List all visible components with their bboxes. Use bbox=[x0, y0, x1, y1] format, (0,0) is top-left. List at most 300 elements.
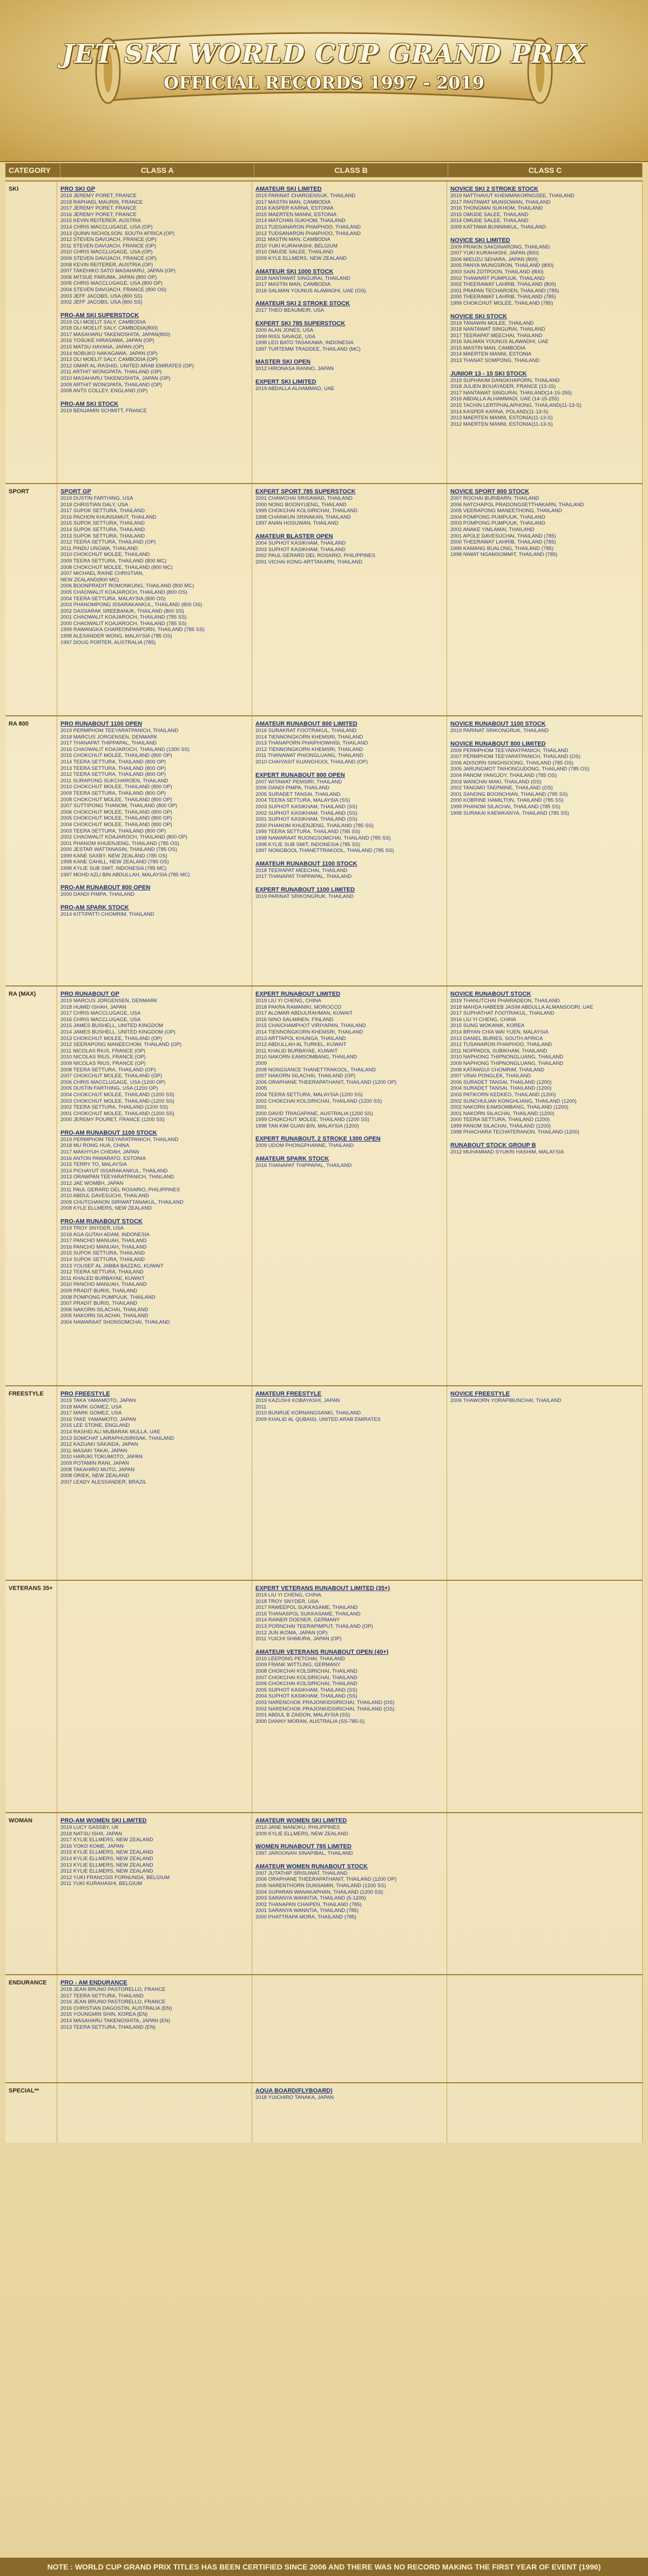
record-entry: 2009 NICOLAS RIUS, FRANCE (OP) bbox=[60, 1060, 146, 1066]
record-group-title: PRO-AM RUNABOUT 800 OPEN bbox=[60, 884, 151, 891]
record-entry: 2004 TEERA SETTURA, MALAYSIA (800 OS) bbox=[60, 595, 166, 602]
column-header-class-c: CLASS C bbox=[448, 163, 643, 177]
record-group-title: EXPERT SKI 785 SUPERSTOCK bbox=[255, 320, 346, 327]
class-cell bbox=[447, 987, 643, 1385]
record-group bbox=[60, 1130, 248, 1212]
class-cell bbox=[252, 1581, 447, 1812]
record-group bbox=[60, 884, 248, 898]
record-group bbox=[60, 186, 248, 306]
record-group bbox=[255, 1156, 443, 1169]
record-entry: 2019 ABDALLA ALHAMMAD, UAE bbox=[255, 385, 335, 392]
record-entry: 2015 TERRY TO, MALAYSIA bbox=[60, 1162, 127, 1168]
record-entry: 2013 QUINN NICHOLSON, SOUTH AFRICA (OP) bbox=[60, 230, 175, 237]
record-group bbox=[60, 1980, 248, 2030]
record-entry: 2005 SURADET TANSAI, THAILAND bbox=[255, 791, 341, 797]
record-entry: 2014 KYLIE ELLMERS, NEW ZEALAND bbox=[60, 1855, 153, 1862]
record-entry: 2002 ANAKE YIMLAMAI, THAILAND bbox=[450, 526, 535, 533]
record-group bbox=[255, 2088, 443, 2101]
category-label: WOMAN bbox=[5, 1813, 57, 1974]
record-entry: 2000 JESTAR WATTANASIN, THAILAND (785 OS) bbox=[60, 847, 177, 853]
record-entry: 2014 PICHAYUT ISSARAKANKUL, THAILAND bbox=[60, 1168, 168, 1174]
record-entry: 2005 CHAOWALIT KOAJAROCH, THAILAND (800 OS) bbox=[60, 589, 187, 595]
record-entry: 2015 SUNG WOKANIK, KOREA bbox=[450, 1023, 525, 1029]
record-group-title: EXPERT RUNABOUT 800 OPEN bbox=[255, 772, 345, 779]
record-group bbox=[255, 1391, 443, 1423]
record-entry: 2014 TEERA SETTURA, THAILAND (800 OP) bbox=[60, 759, 166, 765]
record-group-title: AMATEUR WOMEN RUNABOUT STOCK bbox=[255, 1863, 368, 1870]
record-entry: 2003 WANCHAI MAKI, THAILAND (OS) bbox=[450, 779, 542, 785]
record-entry: 2016 YOSUKE HIRASAWA, JAPAN (OP) bbox=[60, 338, 154, 344]
record-group bbox=[255, 533, 443, 565]
record-entry: 2018 HUMID ISHAH, JAPAN bbox=[60, 1004, 126, 1010]
class-cell bbox=[57, 987, 252, 1385]
record-entry: 2007 WITAWAT PEMSIRI, THAILAND bbox=[255, 779, 342, 785]
record-entry: 1997 NONGBOOL THANETTRAKOOL, THAILAND (785 SS) bbox=[255, 848, 394, 854]
record-group-title: PRO SKI GP bbox=[60, 186, 96, 192]
record-entry: 2014 KASPER KARNA, POLAND(11-13-S) bbox=[450, 408, 549, 415]
record-entry: 2010 BUNRUE KORNANGSANKI, THAILAND bbox=[255, 1410, 361, 1417]
category-label: SPECIAL** bbox=[5, 2083, 57, 2143]
record-group-title: PRO-AM RUNABOUT 1100 STOCK bbox=[60, 1129, 157, 1136]
record-entry: 2004 POMPONG PUMPUUK, THAILAND bbox=[450, 514, 545, 520]
record-entry: 2019 PARINAT SRIKONGRUK, THAILAND bbox=[450, 728, 549, 734]
record-group bbox=[255, 269, 443, 294]
record-group bbox=[255, 861, 443, 880]
record-entry: 2017 PAWEEPOL SUKKASAME, THAILAND bbox=[255, 1605, 358, 1611]
record-entry: 2019 BENJAMIN SCHMITT, FRANCE bbox=[60, 407, 147, 414]
record-entry: 2002 PAUL GERARD DEL ROSARIO, PHILIPPINES bbox=[255, 553, 375, 559]
record-group bbox=[450, 313, 639, 364]
category-row bbox=[5, 1580, 643, 1812]
record-entry: 2004 NAWARAAT SHONSOMCHAI, THAILAND bbox=[60, 1319, 170, 1325]
category-label: VETERANS 35+ bbox=[5, 1581, 57, 1812]
record-group bbox=[255, 186, 443, 262]
record-entry: 2009 FRANK WITTLING, GERMANY bbox=[255, 1662, 341, 1668]
record-entry: 2002 NARENCHOK PRAJONKIDSIRICHAI, THAILAND (OS) bbox=[255, 1706, 395, 1712]
record-entry: 2014 TIENNONGKORN KHEMSRI, THAILAND bbox=[255, 1029, 363, 1035]
category-row bbox=[5, 2082, 643, 2143]
category-row bbox=[5, 1974, 643, 2082]
record-entry: 2002 THEERAWAT LAHRIB, THAILAND (800) bbox=[450, 281, 556, 288]
record-entry: 2015 OMUDE SALEE, THAILAND bbox=[450, 211, 529, 218]
record-group bbox=[60, 904, 248, 918]
class-cell bbox=[252, 716, 447, 985]
record-entry: 2012 STEVEN DAVIJACH, FRANCE (OP) bbox=[60, 237, 157, 243]
record-entry: 2014 KITTIPATTI CHOMRIM, THAILAND bbox=[60, 911, 154, 917]
record-entry: 2012 TIENNONGKORN KHEMSRI, THAILAND bbox=[255, 746, 363, 753]
record-group bbox=[60, 312, 248, 394]
record-entry: 2016 CHRIS MACCLUGAGE, USA bbox=[60, 1016, 141, 1023]
record-entry: 2009 KHALID AL QUBAISI, UNITED ARAB EMIRATES bbox=[255, 1416, 381, 1423]
record-entry: 2016 SALMAN YOUNUS ALAWADHI, UAE (OS) bbox=[255, 287, 366, 294]
record-entry: 2011 ARTHIT WONGPATA, THAILAND (OP) bbox=[60, 369, 162, 375]
record-entry: 2011 PAUL GERARD DEL ROSARIO, PHILIPPINES bbox=[60, 1186, 180, 1193]
record-entry: 2008 TAKAHIRO MUTO, JAPAN bbox=[60, 1466, 135, 1473]
record-entry: 2013 OLI MOELIT SALY, CAMBODIA (OP) bbox=[60, 357, 158, 363]
record-entry: 2000 CHAOWALIT KOAJAROCH, THAILAND (785 SS) bbox=[60, 620, 187, 627]
record-entry: 2018 CHRISTIAN DALY, USA bbox=[60, 501, 129, 508]
record-entry: 2005 NARENTHORN DUNSAMIN, THAILAND (1200 SS) bbox=[255, 1882, 386, 1889]
record-entry: 2007 TAKEHIKO SATO MASAHARU, JAPAN (OP) bbox=[60, 268, 176, 274]
record-entry: 2004 SUPHOT KASIKHAM, THAILAND (SS) bbox=[255, 1693, 357, 1700]
record-entry: 2018 MAHDA HABEEB JASIM ABDULLA ALMANSOORI, UAE bbox=[450, 1004, 593, 1010]
record-entry: 2016 CHAOWALIT KOAJAROCH, THAILAND (1300 SS) bbox=[60, 746, 190, 753]
record-entry: 2008 KYLE ELLMERS, NEW ZEALAND bbox=[60, 1205, 152, 1212]
record-group-title: AMATEUR WOMEN SKI LIMITED bbox=[255, 1817, 347, 1824]
record-group bbox=[255, 359, 443, 372]
record-entry: 2019 KAZUSHI KOBAYASHI, JAPAN bbox=[255, 1398, 340, 1404]
record-entry: 2006 ORAPHANE THEERAPATHANIT, THAILAND (1200 OP) bbox=[255, 1079, 397, 1085]
column-header-class-a: CLASS A bbox=[60, 163, 254, 177]
record-entry: 2010 CHRIS MACCLUGAGE, USA (OP) bbox=[60, 249, 153, 256]
header-banner bbox=[0, 0, 648, 162]
record-entry: 2017 KYLIE ELLMERS, NEW ZEALAND bbox=[60, 1837, 153, 1843]
record-entry: 2003 POMPONG PUMPUUK, THAILAND bbox=[450, 520, 545, 527]
record-group-title: AMATEUR SKI 2 STROKE STOCK bbox=[255, 300, 350, 307]
record-entry: 2015 KEVIN REITERER, AUSTRIA bbox=[60, 218, 141, 224]
record-group-title: EXPERT RUNABOUT, 2 STROKE 1300 OPEN bbox=[255, 1136, 381, 1143]
page-subtitle: OFFICIAL RECORDS 1997 - 2019 bbox=[164, 72, 484, 93]
record-entry: 2001 CHOKCHUT MOLEE, THAILAND (1200 SS) bbox=[60, 1110, 174, 1117]
record-entry: 2017 THANAPAT THIPPAPAL, THAILAND bbox=[255, 874, 352, 880]
record-entry: 2002 TANGMO TAEPMINE, THAILAND (OS) bbox=[450, 785, 553, 791]
record-entry: 2011 KHALED BURBAYAE, KUWAIT bbox=[60, 1275, 145, 1282]
record-entry: 2014 CHRIS MACCLUGAGE, USA (OP) bbox=[60, 224, 153, 230]
footer-note: NOTE : WORLD CUP GRAND PRIX TITLES HAS BEEN CERTIFIED SINCE 2006 AND THERE WAS NO RECORD MAKING THE FIRST YEAR OF EVENT (1996) bbox=[0, 2558, 648, 2576]
category-row bbox=[5, 1385, 643, 1580]
record-entry: 2016 KASPER KARNA, ESTONIA bbox=[255, 205, 334, 212]
record-entry: 1998 NAWARAAT RUONGSOMCHAI, THAILAND (785 SS) bbox=[255, 835, 391, 841]
record-entry: 2016 NINO SALMINEN, FINLAND bbox=[255, 1016, 334, 1023]
record-group-title: AMATEUR FREESTYLE bbox=[255, 1391, 322, 1397]
record-entry: 2010 NICOLAS RIUS, FRANCE (OP) bbox=[60, 1054, 146, 1061]
record-entry: 2013 TEERA SETTURA, THAILAND (800 OP) bbox=[60, 765, 166, 772]
record-entry: 2017 ALOMAR ABDULRAHMAN, KUWAIT bbox=[255, 1010, 353, 1017]
record-entry: 2010 LEEPONG PETCHAI, THAILAND bbox=[255, 1655, 345, 1662]
class-cell bbox=[57, 2083, 252, 2143]
record-group bbox=[60, 488, 248, 646]
record-entry: 2016 THANAPAT THIPPAPAL, THAILAND bbox=[255, 1163, 352, 1169]
category-label: FREESTYLE bbox=[5, 1386, 57, 1580]
record-entry: 1999 KANE SAXBY, NEW ZEALAND (785 OS) bbox=[60, 853, 167, 859]
record-entry: 2013 SOMCHAT LAIRAPHUSIRISAK, THAILAND bbox=[60, 1435, 174, 1441]
record-entry: 2007 SUTTIPONG THANOM, THAILAND (800 OP) bbox=[60, 803, 178, 809]
record-entry: 2019 MARCUS JORGENSEN, DENMARK bbox=[60, 998, 158, 1004]
record-entry: 2012 TEERA SETTURA, THAILAND (800 OP) bbox=[60, 772, 166, 778]
record-entry: 2014 MASAHARU TAKENOSHITA, JAPAN (EN) bbox=[60, 2017, 171, 2024]
class-cell bbox=[252, 987, 447, 1385]
record-entry: 2018 OLI MOELIT SALY, CAMBODIA(800) bbox=[60, 325, 158, 332]
record-entry: 2002 SUPHOT KASIKHAM, THAILAND (SS) bbox=[255, 810, 357, 816]
record-entry: 2017 MASAHARU TAKENOSHITA, JAPAN(800) bbox=[60, 331, 171, 338]
record-entry: 2016 YOKO KOME, JAPAN bbox=[60, 1843, 124, 1849]
record-entry: 2009 POTAMIN RANI, JAPAN bbox=[60, 1460, 129, 1466]
record-entry: 2017 PANCHO MANUAH, THAILAND bbox=[60, 1238, 147, 1244]
record-entry: 2001 SUPHOT KASIKHAM, THAILAND (SS) bbox=[255, 816, 357, 823]
class-cell bbox=[447, 182, 643, 483]
record-entry: 2016 THANASPOL SUKKASAME, THAILAND bbox=[255, 1611, 361, 1617]
class-cell bbox=[447, 1581, 643, 1812]
record-entry: 2010 CHOKCHUT MOLEE, THAILAND bbox=[60, 552, 150, 558]
record-entry: 2003 NARENCHOK PRAJONKIDSIRICHAI, THAILAND (OS) bbox=[255, 1699, 395, 1706]
record-entry: 2015 KYLIE ELLMERS, NEW ZEALAND bbox=[60, 1849, 153, 1856]
record-entry: 2012 TUSANARON PHAIPHOO, THAILAND bbox=[450, 1042, 552, 1048]
record-entry: 2009 NAPHONG THIPNONGLUANG, THAILAND bbox=[450, 1060, 564, 1066]
record-entry: 2018 NANTAWAT SINGURAI, THAILAND bbox=[255, 275, 350, 281]
record-entry: 2001 CHAWCHAI SRISAWAD, THAILAND bbox=[255, 495, 353, 501]
record-entry: 2016 PANCHO MANUAH, THAILAND bbox=[60, 1244, 147, 1250]
class-cell bbox=[57, 716, 252, 985]
record-group bbox=[255, 300, 443, 314]
record-entry: 1998 CHAINKUN SRINAKAN, THAILAND bbox=[255, 514, 351, 520]
record-entry: 2019 JEREMY PORET, FRANCE bbox=[60, 193, 137, 199]
category-row bbox=[5, 715, 643, 985]
record-entry: 2019 DUSTIN FARTHING, USA bbox=[60, 495, 133, 501]
record-entry: 2011 MASTIN MAN, CAMBODIA bbox=[255, 237, 330, 243]
record-entry: 2012 HIRONASA RANNO, JAPAN bbox=[255, 366, 334, 372]
class-cell bbox=[57, 1581, 252, 1812]
record-group bbox=[60, 1817, 248, 1887]
record-entry: NEW ZEALAND(800 MC) bbox=[60, 576, 119, 583]
class-cell bbox=[57, 1975, 252, 2082]
record-entry: 2009 bbox=[255, 1060, 267, 1066]
record-entry: 2009 KYLIE ELLMERS, NEW ZEALAND bbox=[255, 1830, 348, 1837]
record-group-title: PRO RUNABOUT 1100 OPEN bbox=[60, 721, 142, 727]
record-entry: 2012 JAE WOMBH, JAPAN bbox=[60, 1180, 124, 1187]
record-group-title: NOVICE SKI 2 STROKE STOCK bbox=[450, 186, 538, 192]
record-entry: 2011 bbox=[255, 1404, 267, 1410]
record-entry: 2010 JANE MANOKU, PHILIPPINES bbox=[255, 1824, 340, 1830]
record-entry: 2002 THAWARIT PUMPUUK, THAILAND bbox=[450, 275, 545, 281]
page-title: JET SKI WORLD CUP GRAND PRIX bbox=[62, 39, 586, 69]
record-entry: 2011 PINDU UNGWA, THAILAND bbox=[60, 545, 138, 552]
record-entry: 2016 SURAKRAT FOOTRAKUL, THAILAND bbox=[255, 728, 357, 734]
record-entry: 2010 CHOKCHUT MOLEE, THAILAND (800 OP) bbox=[60, 784, 172, 790]
class-cell bbox=[57, 1386, 252, 1580]
record-entry: 2019 PARINAT CHAROENSUK, THAILAND bbox=[255, 193, 356, 199]
record-entry: 2004 TEERA SETTURA, MALAYSIA (SS) bbox=[255, 797, 350, 804]
record-entry: 2011 MASAKI TAKAI, JAPAN bbox=[60, 1447, 127, 1454]
category-row bbox=[5, 483, 643, 715]
record-group bbox=[255, 887, 443, 900]
record-entry: 1998 KYLIE SUB SMIT, INDONESIA (785 MC) bbox=[60, 866, 167, 872]
record-entry: 2001 PRAPAN TECHAROEN, THAILAND (785) bbox=[450, 287, 559, 294]
record-entry: 1998 PHACHARA TECHATERANON, THAILAND (1200) bbox=[450, 1129, 579, 1136]
record-entry: 2007 JUTATHIP SRISUWAT, THAILAND bbox=[255, 1870, 348, 1876]
record-entry: 1998 KANE CAHILL, NEW ZEALAND (785 OS) bbox=[60, 859, 169, 866]
record-entry: 2006 MIEUZU SEHARA, JAPAN (800) bbox=[450, 256, 538, 263]
record-group-title: AQUA BOARD(FLYBOARD) bbox=[255, 2088, 333, 2094]
class-cell bbox=[57, 182, 252, 483]
record-entry: 2019 LIU YI CHENG, CHINA bbox=[255, 1592, 321, 1598]
record-entry: 2019 TROY SNYDER, USA bbox=[60, 1225, 124, 1231]
record-entry: 2006 SURADET TANSAI, THAILAND (1200) bbox=[450, 1079, 552, 1085]
record-entry: 2016 PACHON KHUNSAMUT, THAILAND bbox=[60, 514, 157, 520]
record-entry: 2015 TACHIN LERTPHALAPHONG, THAILAND(11-13-S) bbox=[450, 403, 582, 409]
record-entry: 2016 CHRISTIAN DAGOSTIN, AUSTRALIA (EN) bbox=[60, 2005, 172, 2011]
record-group-title: PRO-AM SKI STOCK bbox=[60, 400, 119, 407]
record-entry: 2001 SARANYA WANNTIA, THAILAND (785) bbox=[255, 1908, 359, 1914]
record-entry: 2010 HARUKI TOKUMOTO, JAPAN bbox=[60, 1454, 143, 1460]
record-group bbox=[255, 1863, 443, 1921]
class-cell bbox=[57, 484, 252, 715]
record-entry: 2010 CHAIYASIT KUANGHUOI, THAILAND (OP) bbox=[255, 759, 368, 765]
record-entry: 2001 NAKORN SILACHAI, THAILAND (1200) bbox=[450, 1110, 555, 1117]
record-entry: 2014 OMUDE SALEE, THAILAND bbox=[450, 218, 529, 224]
record-entry: 2014 TIENNONGKORN KHEMSRI, THAILAND bbox=[255, 734, 363, 740]
record-entry: 2017 MAKHYUH CHIDAH, JAPAN bbox=[60, 1149, 139, 1156]
record-entry: 2019 SUPHAKIM DANGKHAPORN, THAILAND bbox=[450, 377, 560, 384]
record-entry: 2015 SUPOK SETTURA, THAILAND bbox=[60, 1250, 145, 1257]
record-entry: 1999 PANOM SILACHAI, THAILAND (1200) bbox=[450, 1123, 551, 1129]
record-entry: 1998 KYLIE SUB SMIT, INDONESIA (785 SS) bbox=[255, 841, 361, 848]
record-group-title: PRO - AM ENDURANCE bbox=[60, 1980, 127, 1986]
record-entry: 2013 TUDSANARON PHAIPHOO, THAILAND bbox=[255, 224, 361, 230]
record-group bbox=[450, 991, 639, 1136]
record-entry: 2017 THEO BEAUMEIR, USA bbox=[255, 307, 325, 314]
record-entry: 2016 TAKE YAMAMOTO, JAPAN bbox=[60, 1416, 136, 1423]
record-entry: 2000 DAVID TRIAGAPANE, AUSTRALIA (1200 SS) bbox=[255, 1110, 373, 1117]
record-entry: 2008 ORIEK, NEW ZEALAND bbox=[60, 1473, 130, 1479]
record-entry: 1998 ALEXANDER WONG, MALAYSIA (785 OS) bbox=[60, 633, 172, 640]
record-entry: 2013 TEERA SETTURA, THAILAND (EN) bbox=[60, 2024, 156, 2030]
record-entry: 2012 TUDSANARON PHAIPHOO, THAILAND bbox=[255, 230, 361, 237]
record-entry: 2015 MASTIN MAN, CAMBODIA bbox=[450, 345, 526, 351]
record-entry: 2011 NOPPADOL SUBIKHAM, THAILAND bbox=[450, 1048, 548, 1054]
record-entry: 2010 NAKORN EAMSOMBANG, THAILAND bbox=[255, 1054, 357, 1061]
class-cell bbox=[252, 1975, 447, 2082]
record-group bbox=[60, 721, 248, 878]
class-cell bbox=[447, 484, 643, 715]
record-group bbox=[255, 379, 443, 392]
record-entry: 2004 SURADET TANSAI, THAILAND (1200) bbox=[450, 1085, 552, 1092]
record-entry: 2007 NAKORN SILACHAI, THAILAND (OP) bbox=[255, 1073, 356, 1079]
record-entry: 2007 CHOKCHUT MOLEE, THAILAND (OP) bbox=[60, 1073, 163, 1079]
record-group-title: NOVICE RUNABOUT STOCK bbox=[450, 991, 531, 997]
record-entry: 2008 NONGSANCE THANETTRAKOOL, THAILAND bbox=[255, 1066, 376, 1073]
class-cell bbox=[252, 484, 447, 715]
record-group-title: EXPERT VETERANS RUNABOUT LIMITED (35+) bbox=[255, 1585, 390, 1592]
record-entry: 2016 THONGMAI SUKHOM, THAILAND bbox=[450, 205, 543, 212]
record-entry: 2010 OMUDE SALEE, THAILAND bbox=[255, 249, 334, 256]
record-entry: 2018 JEAN BRUNO PASTORELLO, FRANCE bbox=[60, 1987, 166, 1993]
class-cell bbox=[252, 1813, 447, 1974]
record-entry: 2009 KATTAWA BUNNINKUL, THAILAND bbox=[450, 224, 546, 230]
record-entry: 2006 ORAPHANE THEERAPATHANIT, THAILAND (1200 OP) bbox=[255, 1876, 397, 1883]
record-entry: 2016 JEAN BRUNO PASTORELLO, FRANCE bbox=[60, 1999, 166, 2005]
record-entry: 2000 PHATTRAPA MORA, THAILAND (785) bbox=[255, 1914, 356, 1920]
record-entry: 2014 MATCHAN SUKHOM, THAILAND bbox=[255, 218, 346, 224]
record-entry: 2007 PRADIT BURIS, THAILAND bbox=[60, 1300, 138, 1307]
record-entry: 2012 MAERTEN MANNI, ESTONIA(11-13-S) bbox=[450, 421, 553, 427]
record-entry: 2011 NICOLAS RIUS, FRANCE (OP) bbox=[60, 1048, 146, 1054]
record-group bbox=[60, 401, 248, 414]
record-entry: 2014 SUPOK SETTURA, THAILAND bbox=[60, 526, 145, 533]
record-entry: 2017 MASTIN MAN, CAMBODIA bbox=[255, 199, 331, 205]
record-entry: 2000 THEERAWAT LAHRIB, THAILAND (785) bbox=[450, 294, 556, 300]
record-entry: 2003 SAIN ZOTPOON, THAILAND (800) bbox=[450, 269, 544, 275]
record-entry: 2000 THEERAWAT LAHRIB, THAILAND (785) bbox=[450, 539, 556, 546]
record-entry: 2013 DANIEL BURIES, SOUTH AFRICA bbox=[450, 1035, 543, 1042]
record-entry: 2012 MUHAMMAD SYUKRI HASHIM, MALAYSIA bbox=[450, 1149, 564, 1156]
record-entry: 2019 TANAWIN MOLEE, THAILAND bbox=[450, 320, 534, 326]
record-entry: 2003 PHANOMPONG ISSARAKANKUL, THAILAND (800 OS) bbox=[60, 602, 202, 608]
record-entry: 2003 JEFF JACOBS, USA (800 SS) bbox=[60, 293, 143, 299]
record-entry: 2018 AGA GUTAH ADAM, INDONESIA bbox=[60, 1231, 150, 1238]
record-entry: 1999 TEERA SETTURA, THAILAND (785 SS) bbox=[255, 829, 360, 835]
record-entry: 2017 MASTIN MAN, CAMBODIA bbox=[255, 281, 331, 288]
record-group bbox=[255, 320, 443, 352]
record-entry: 2018 MU RONG HUA, CHINA bbox=[60, 1143, 130, 1149]
record-entry: 2009 PERMPHOM TEEYARATPANICH, THAILAND bbox=[450, 747, 569, 754]
record-entry: 2000 JEREMY POURET, FRANCE (1200 SS) bbox=[60, 1117, 165, 1123]
record-entry: 2007 LEADY ALESSANDER, BRAZIL bbox=[60, 1479, 147, 1485]
record-entry: 2010 NAPHONG THIPNONGLUANG, THAILAND bbox=[450, 1054, 564, 1061]
record-entry: 1998 SURAKAI KAEWKANYA, THAILAND (785 SS) bbox=[450, 810, 569, 816]
record-group-title: NOVICE RUNABOUT 800 LIMITED bbox=[450, 740, 546, 747]
record-entry: 2017 PANTAWAT MUNSOWAN, THAILAND bbox=[450, 199, 551, 205]
record-entry: 2010 ABDUL DAVESUCHI, THAILAND bbox=[60, 1193, 150, 1199]
record-entry: 2018 RAPHAEL MAURIN, FRANCE bbox=[60, 199, 143, 205]
record-entry: 2014 JAMES BUSHELL, UNITED KINGDOM (OP) bbox=[60, 1029, 176, 1035]
record-group bbox=[255, 1843, 443, 1857]
record-entry: 2007 MICHAEL RAINE CHRISTIAN, bbox=[60, 571, 144, 577]
class-cell bbox=[447, 1975, 643, 2082]
record-entry: 2008 KEVIN REITERER, AUSTRIA (OP) bbox=[60, 261, 153, 268]
record-entry: 2015 MATSU HAYANA, JAPAN (OP) bbox=[60, 344, 144, 351]
record-entry: 2002 JEFF JACOBS, USA (800 SS) bbox=[60, 299, 143, 306]
category-label: SPORT bbox=[5, 484, 57, 715]
record-entry: 2000 DANNY MORAN, AUSTRALIA (SS-785-S) bbox=[255, 1718, 365, 1725]
record-entry: 2002 SUNCHULIAN KONGHLIANG, THAILAND (1200) bbox=[450, 1098, 577, 1104]
record-entry: 2016 SALMAN YOUNUS ALAWADHI, UAE bbox=[450, 339, 549, 345]
record-entry: 2011 STEVEN DAVIJACH, FRANCE (OP) bbox=[60, 243, 157, 249]
record-group bbox=[450, 237, 639, 307]
record-entry: 2019 PARINAT SRIKONGRUK, THAILAND bbox=[255, 893, 354, 900]
record-entry: 2015 CHOKCHUT MOLEE, THAILAND (800 OP) bbox=[60, 753, 172, 759]
record-entry: 2003 SUPHOT KASIKHAM, THAILAND bbox=[255, 546, 346, 553]
class-cell bbox=[252, 1386, 447, 1580]
record-entry: 2018 JULIEN BOUAYADER, FRANCE (13-15) bbox=[450, 384, 556, 390]
record-entry: 2002 TEERA SETTURA, THAILAND (1200 SS) bbox=[60, 1104, 168, 1111]
record-entry: 2017 CHRIS MACCLUGAGE, USA bbox=[60, 1010, 141, 1017]
record-entry: 2018 PAKRA RAMANIKI, MOROCCO bbox=[255, 1004, 342, 1010]
record-entry: 1999 CHOKCHUT MOLEE, THAILAND (1200 SS) bbox=[255, 1117, 369, 1123]
record-group-title: EXPERT RUNABOUT LIMITED bbox=[255, 991, 341, 997]
class-cell bbox=[447, 716, 643, 985]
record-group bbox=[255, 991, 443, 1129]
record-entry: 2012 TEERA SETTURA, THAILAND (OP) bbox=[60, 539, 156, 546]
record-entry: 2002 DASSARAK SREEBANUK, THAILAND (800 SS) bbox=[60, 608, 184, 614]
record-entry: 2006 NAKORN SILACHAI, THAILAND bbox=[60, 1306, 148, 1313]
record-group-title: NOVICE RUNABOUT 1100 STOCK bbox=[450, 721, 546, 727]
record-entry: 2002 CHAOWALIT KOAJAROCH, THAILAND (800 OP) bbox=[60, 834, 187, 841]
record-entry: 2004 TEERA SETTURA, MALAYSIA (1200 SS) bbox=[255, 1091, 363, 1098]
record-group-title: NOVICE SKI LIMITED bbox=[450, 237, 510, 244]
record-entry: 2001 CHAOWALIT KOAJAROCH, THAILAND (785 SS) bbox=[60, 614, 187, 621]
record-entry: 2003 SARANYA WANNTIA, THAILAND (5-1200) bbox=[255, 1895, 366, 1902]
record-entry: 2009 PRADIT BURIS, THAILAND bbox=[60, 1287, 138, 1294]
record-entry: 1999 RAWANGKA CHAREONPANPORN, THAILAND (785 SS) bbox=[60, 627, 205, 633]
record-entry: 2010 PANCHO MANUAH, THAILAND bbox=[60, 1282, 147, 1288]
column-header-class-b: CLASS B bbox=[254, 163, 448, 177]
record-entry: 2009 TEERA SETTURA, THAILAND (800 MC) bbox=[60, 558, 167, 564]
record-entry: 2016 ABDALLA ALHAMMADI, UAE (14-15-255) bbox=[450, 396, 559, 403]
record-group-title: NOVICE SPORT 800 STOCK bbox=[450, 488, 529, 495]
record-group-title: PRO-AM SKI SUPERSTOCK bbox=[60, 312, 139, 319]
records-table bbox=[5, 180, 643, 2143]
record-entry: 2011 KHALID BURBAYAE, KUWAIT bbox=[255, 1048, 338, 1054]
